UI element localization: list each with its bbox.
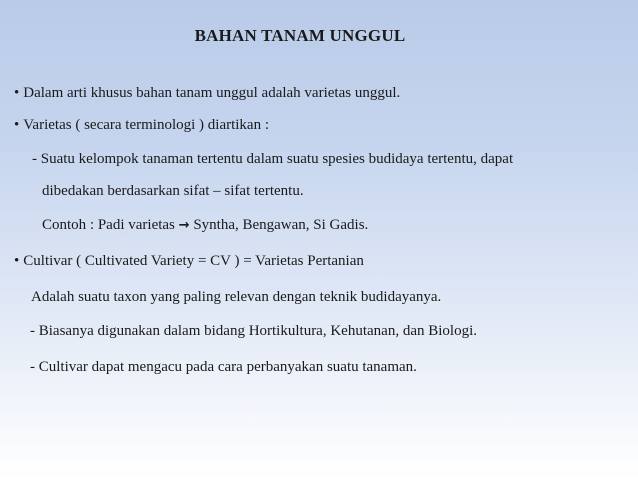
bullet-item-3	[14, 253, 364, 270]
cultivar-description: Adalah suatu taxon yang paling relevan dengan teknik budidayanya.	[31, 289, 442, 305]
sub-item-usage	[30, 323, 477, 340]
bullet-item-2	[14, 117, 269, 134]
example-line	[42, 217, 368, 234]
slide-title: BAHAN TANAM UNGGUL	[194, 26, 406, 45]
sub-item-text: Cultivar dapat mengacu pada cara perbanyakan suatu tanaman.	[38, 359, 417, 375]
bullet-text: Varietas ( secara terminologi ) diartikan :	[23, 117, 270, 133]
dash-icon: -	[30, 323, 35, 339]
dash-icon: -	[32, 151, 37, 167]
bullet-text: Cultivar ( Cultivated Variety = CV ) = Varietas Pertanian	[23, 253, 364, 269]
bullet-icon: •	[14, 117, 20, 133]
example-suffix: Syntha, Bengawan, Si Gadis.	[193, 217, 369, 233]
bullet-item-1	[14, 85, 400, 102]
sub-item-definition-cont: dibedakan berdasarkan sifat – sifat tertentu.	[42, 183, 304, 199]
example-prefix: Contoh : Padi varietas	[42, 217, 175, 233]
bullet-icon: •	[14, 85, 20, 101]
bullet-icon: •	[14, 253, 20, 269]
arrow-right-icon: →	[178, 218, 190, 233]
bullet-text: Dalam arti khusus bahan tanam unggul adalah varietas unggul.	[23, 85, 401, 101]
sub-item-propagation	[30, 359, 417, 376]
sub-item-definition	[32, 151, 513, 168]
sub-item-text: Suatu kelompok tanaman tertentu dalam suatu spesies budidaya tertentu, dapat	[40, 151, 514, 167]
dash-icon: -	[30, 359, 35, 375]
sub-item-text: Biasanya digunakan dalam bidang Hortikultura, Kehutanan, dan Biologi.	[38, 323, 477, 339]
